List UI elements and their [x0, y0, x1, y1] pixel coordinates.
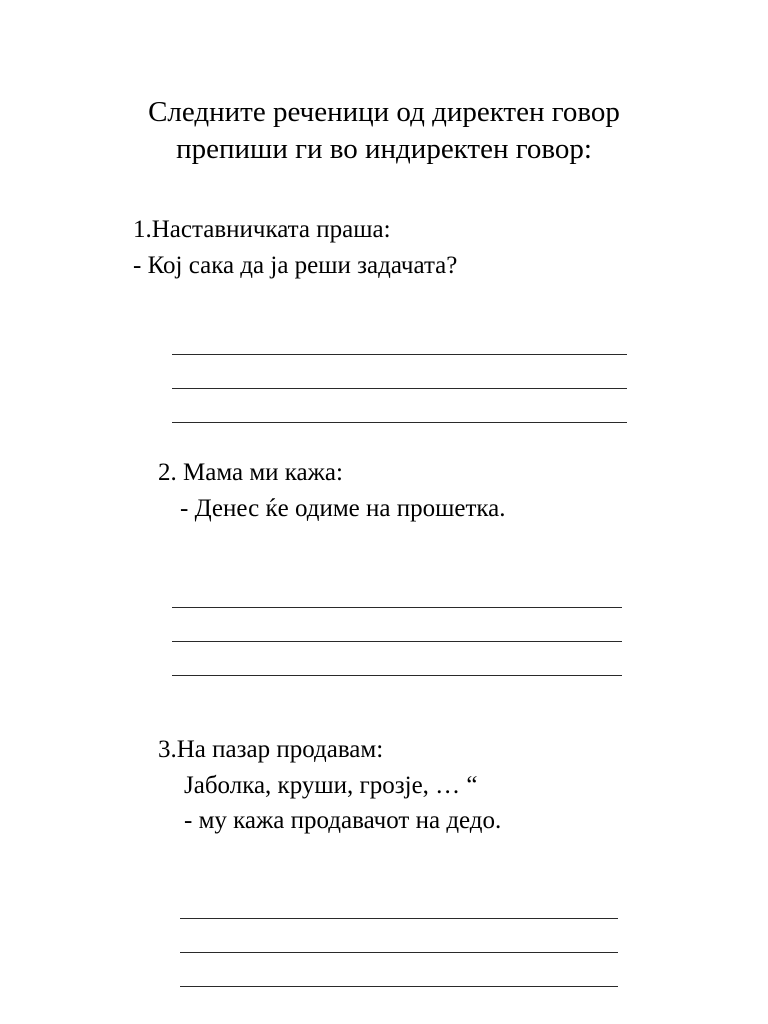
answer-line — [172, 389, 627, 423]
answer-line — [180, 885, 618, 919]
exercise-2-answer-lines — [172, 574, 622, 676]
answer-line — [172, 574, 622, 608]
title-line-2: препиши ги во индиректен говор: — [176, 133, 592, 166]
exercise-1-answer-lines — [172, 321, 627, 423]
exercise-1-heading: 1.Наставничката праша: — [133, 216, 391, 244]
exercise-3-quote-line-2: - му кажа продавачот на дедо. — [184, 807, 502, 835]
exercise-2-heading: 2. Мама ми кажа: — [158, 459, 343, 487]
exercise-3-heading: 3.На пазар продавам: — [158, 736, 384, 764]
exercise-1-quote: - Кој сака да ја реши задачата? — [133, 251, 458, 279]
exercise-2-quote: - Денес ќе одиме на прошетка. — [180, 494, 506, 522]
exercise-3-answer-lines — [180, 885, 618, 987]
answer-line — [180, 919, 618, 953]
answer-line — [172, 608, 622, 642]
exercise-3-quote-line-1: Јаболка, круши, грозје, … “ — [184, 771, 478, 799]
answer-line — [172, 355, 627, 389]
title-line-1: Следните реченици од директен говор — [148, 96, 620, 128]
answer-line — [180, 953, 618, 987]
answer-line — [172, 642, 622, 676]
answer-line — [172, 321, 627, 355]
worksheet-title — [0, 0, 768, 168]
